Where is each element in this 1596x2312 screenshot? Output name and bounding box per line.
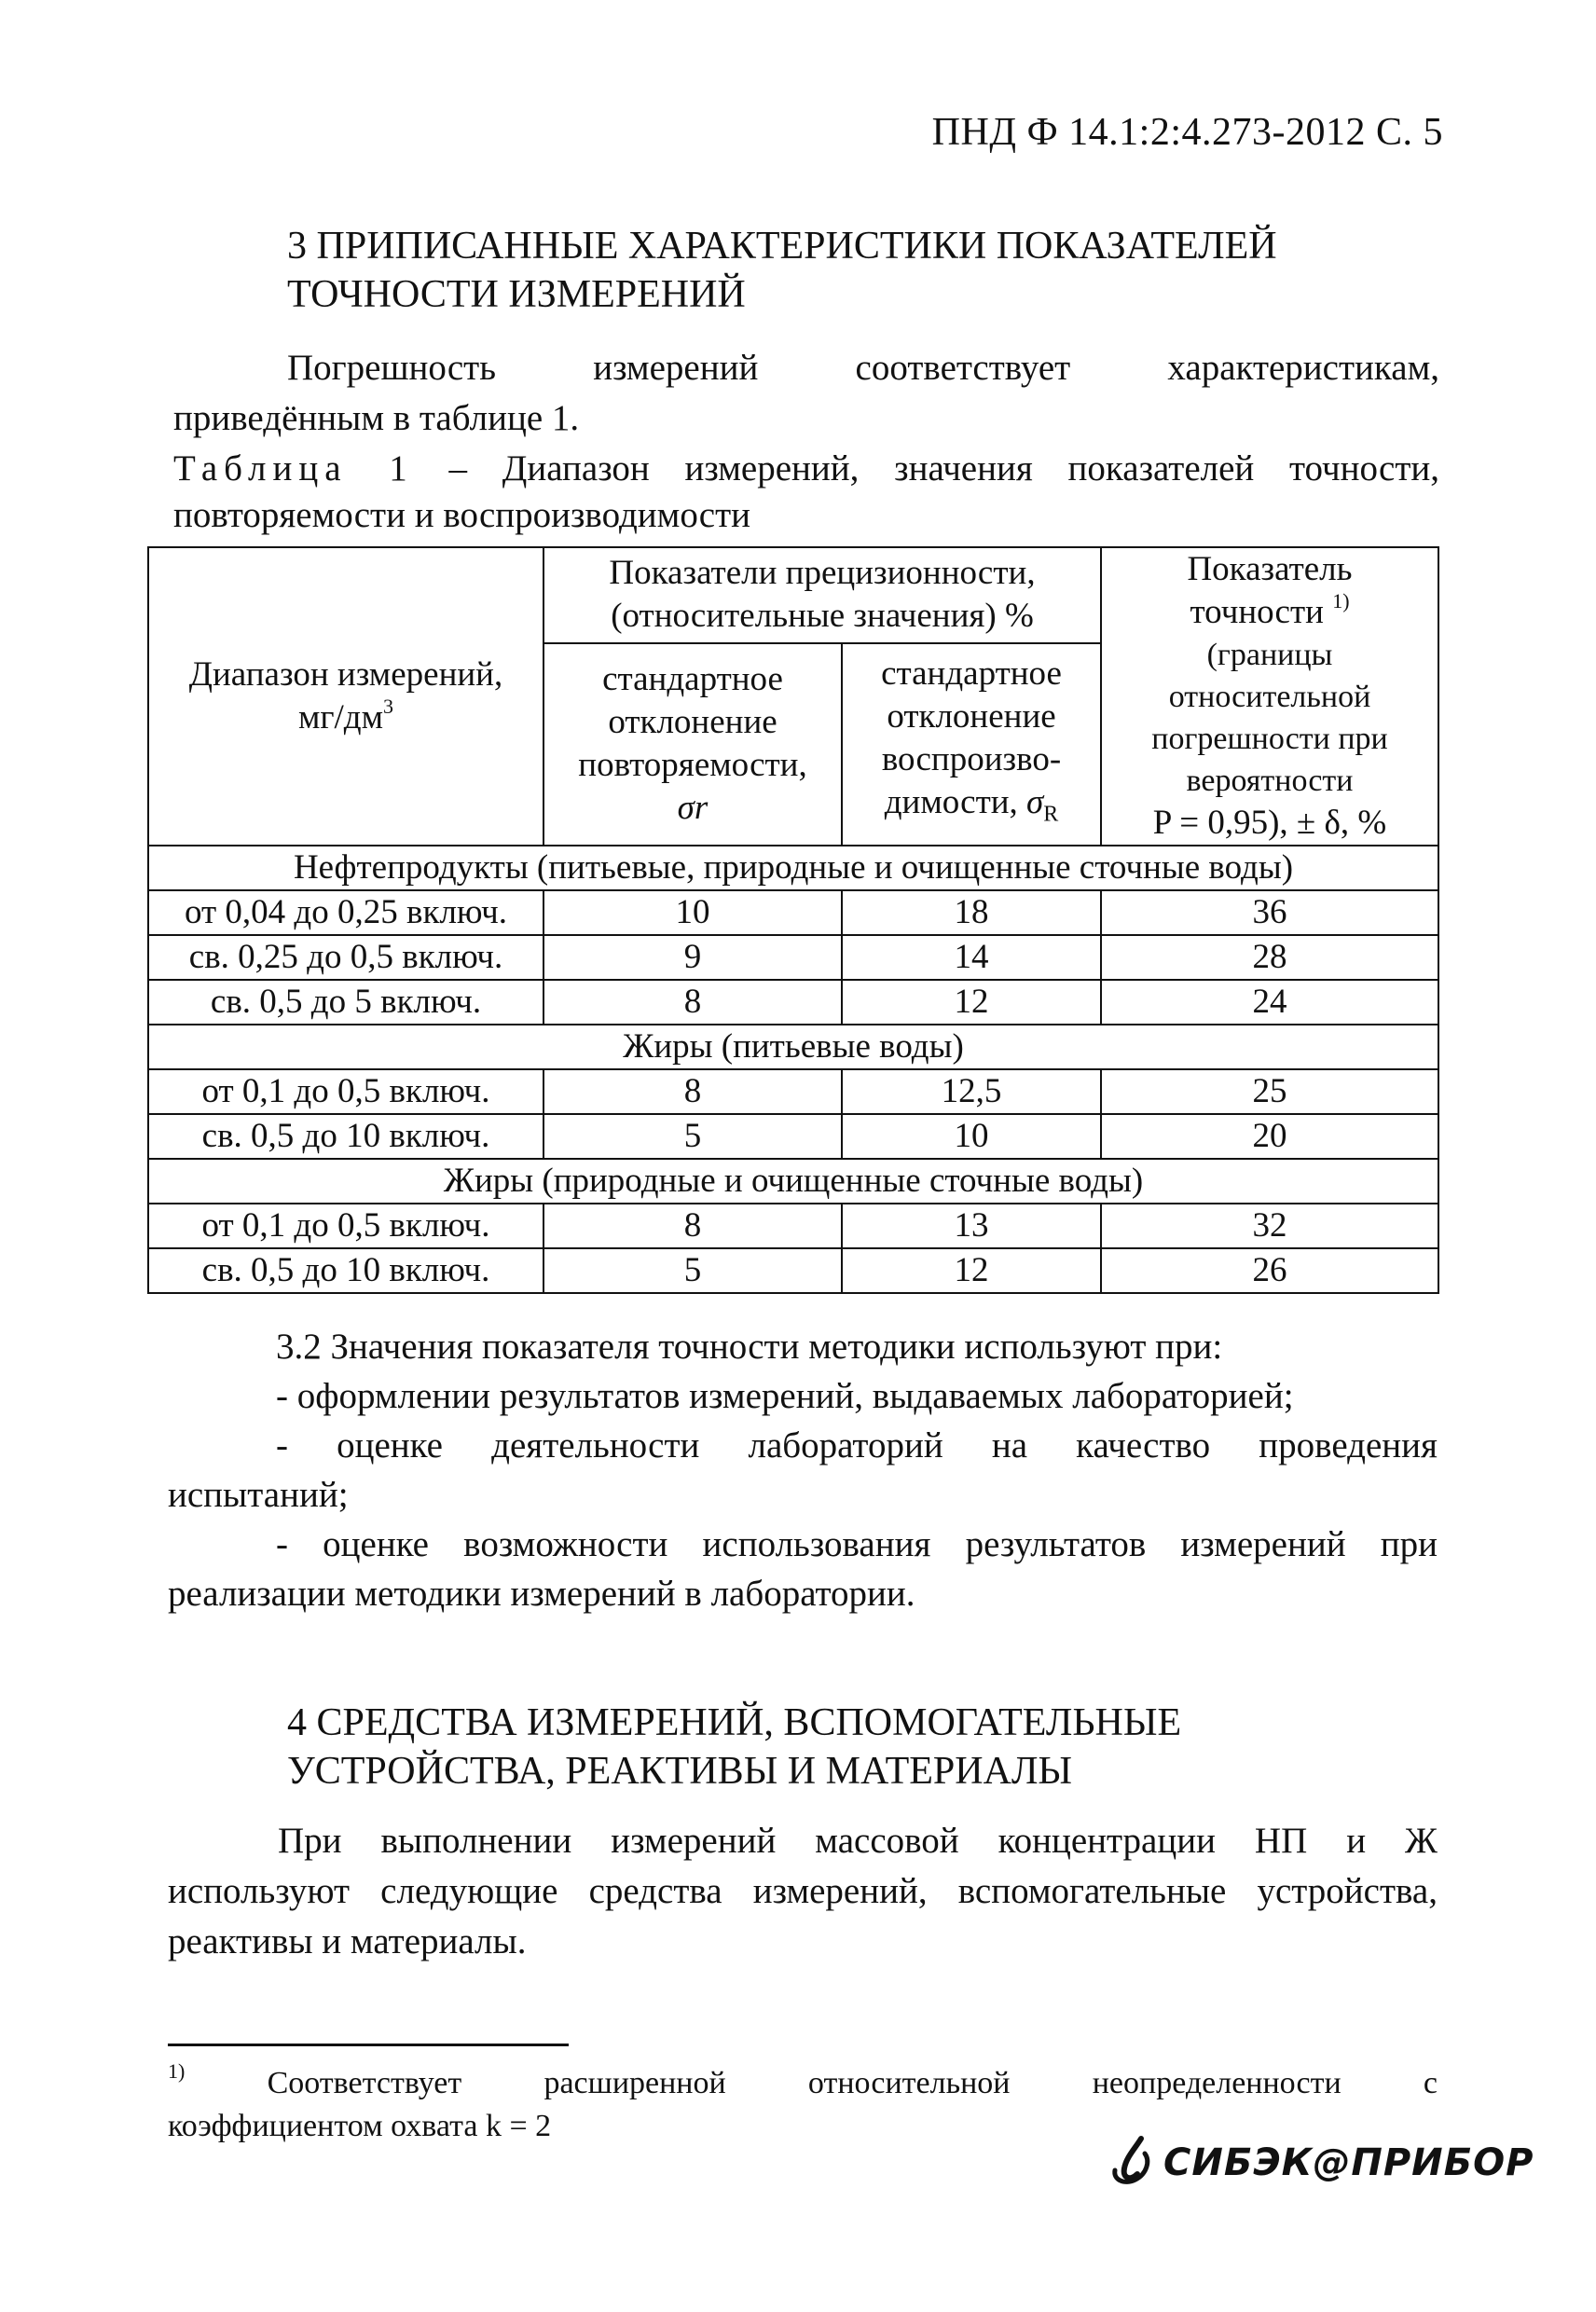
cell-sigma-R: 13 [842, 1204, 1101, 1248]
table-caption-line2: повторяемости и воспроизводимости [173, 495, 751, 535]
section-3-2-lead: 3.2 Значения показателя точности методики используют при: [276, 1327, 1223, 1367]
list-item-continuation: реализации методики измерений в лаборатории. [168, 1574, 915, 1614]
section-3-title-line1: 3 ПРИПИСАННЫЕ ХАРАКТЕРИСТИКИ ПОКАЗАТЕЛЕЙ [287, 225, 1277, 268]
group-title-row [148, 846, 1438, 890]
cell-delta: 32 [1101, 1204, 1438, 1248]
footnote-line1: Соответствует расширенной относительной неопределенности с [185, 2066, 1438, 2100]
cell-range: от 0,1 до 0,5 включ. [148, 1069, 543, 1114]
cell-range: св. 0,5 до 10 включ. [148, 1248, 543, 1293]
section-3-title-line2: ТОЧНОСТИ ИЗМЕРЕНИЙ [287, 273, 746, 316]
sibecopribor-logo-icon [1108, 2133, 1156, 2192]
cell-delta: 28 [1101, 935, 1438, 980]
group-title: Нефтепродукты (питьевые, природные и очищенные сточные воды) [148, 846, 1438, 890]
footnote-divider [168, 2044, 569, 2046]
cell-delta: 26 [1101, 1248, 1438, 1293]
table-row [148, 980, 1438, 1025]
logo-text: СИБЭК@ПРИБОР [1163, 2140, 1534, 2184]
cell-range: св. 0,5 до 10 включ. [148, 1114, 543, 1159]
group-title-row [148, 1025, 1438, 1069]
page-header: ПНД Ф 14.1:2:4.273-2012 С. 5 [931, 111, 1443, 154]
table-row [148, 935, 1438, 980]
header-sigma-r: стандартное отклонение повторяемости, σr [543, 643, 842, 846]
group-title: Жиры (питьевые воды) [148, 1025, 1438, 1069]
cell-sigma-R: 12,5 [842, 1069, 1101, 1114]
cell-delta: 36 [1101, 890, 1438, 935]
footnote-line2: коэффициентом охвата k = 2 [168, 2109, 552, 2143]
cell-sigma-r: 9 [543, 935, 842, 980]
cell-sigma-R: 14 [842, 935, 1101, 980]
list-item: - оценке деятельности лабораторий на качество проведения [276, 1425, 1438, 1466]
cell-sigma-r: 5 [543, 1248, 842, 1293]
section-4-line3: реактивы и материалы. [168, 1921, 527, 1961]
list-item-continuation: испытаний; [168, 1475, 349, 1515]
footnote-mark: 1) [168, 2059, 186, 2083]
cell-sigma-R: 12 [842, 1248, 1101, 1293]
table-row [148, 1248, 1438, 1293]
section-4-title-line2: УСТРОЙСТВА, РЕАКТИВЫ И МАТЕРИАЛЫ [287, 1750, 1073, 1793]
cell-range: св. 0,5 до 5 включ. [148, 980, 543, 1025]
section-4-line2: используют следующие средства измерений, вспомогательные устройства, [168, 1871, 1438, 1911]
cell-sigma-r: 8 [543, 1069, 842, 1114]
cell-sigma-R: 12 [842, 980, 1101, 1025]
cell-delta: 25 [1101, 1069, 1438, 1114]
section-4-title [287, 1699, 1181, 1796]
cell-sigma-R: 10 [842, 1114, 1101, 1159]
table-caption [173, 446, 1439, 539]
section-3-intro [173, 343, 1439, 444]
header-sigma-R: стандартное отклонение воспроизво- димости, $\sigma_R$ [842, 643, 1101, 846]
table-row [148, 890, 1438, 935]
table-caption-prefix: Таблица 1 [173, 448, 414, 489]
header-precision: Показатели прецизионности, (относительные значения) % [543, 547, 1101, 643]
cell-range: от 0,1 до 0,5 включ. [148, 1204, 543, 1248]
table-row [148, 1204, 1438, 1248]
header-range: Диапазон измерений, $мг/дм^3$ [148, 547, 543, 846]
section-4-title-line1: 4 СРЕДСТВА ИЗМЕРЕНИЙ, ВСПОМОГАТЕЛЬНЫЕ [287, 1701, 1182, 1744]
group-title: Жиры (природные и очищенные сточные воды) [148, 1159, 1438, 1204]
list-item: - оформлении результатов измерений, выдаваемых лабораторией; [276, 1376, 1294, 1416]
table-row [148, 1114, 1438, 1159]
group-title-row [148, 1159, 1438, 1204]
section-3-2 [168, 1322, 1438, 1618]
section-4-line1: При выполнении измерений массовой концентрации НП и Ж [278, 1821, 1438, 1861]
cell-delta: 24 [1101, 980, 1438, 1025]
cell-sigma-r: 5 [543, 1114, 842, 1159]
list-item: - оценке возможности использования результатов измерений при [276, 1524, 1438, 1564]
precision-table [147, 546, 1439, 1294]
cell-sigma-r: 8 [543, 980, 842, 1025]
company-logo [1108, 2133, 1534, 2192]
table-row [148, 1069, 1438, 1114]
section-3-title [287, 222, 1277, 319]
cell-delta: 20 [1101, 1114, 1438, 1159]
cell-sigma-R: 18 [842, 890, 1101, 935]
section-4-paragraph [168, 1816, 1438, 1967]
cell-sigma-r: 8 [543, 1204, 842, 1248]
cell-range: от 0,04 до 0,25 включ. [148, 890, 543, 935]
cell-sigma-r: 10 [543, 890, 842, 935]
table-caption-line1: – Диапазон измерений, значения показателей точности, [413, 448, 1439, 489]
cell-range: св. 0,25 до 0,5 включ. [148, 935, 543, 980]
header-accuracy: Показатель точности $^{1)}$ (границы относительной погрешности при вероятности P = 0,95), ± δ, % [1101, 547, 1438, 846]
intro-line1: Погрешность измерений соответствует характеристикам, [287, 348, 1439, 388]
intro-line2: приведённым в таблице 1. [173, 398, 580, 438]
